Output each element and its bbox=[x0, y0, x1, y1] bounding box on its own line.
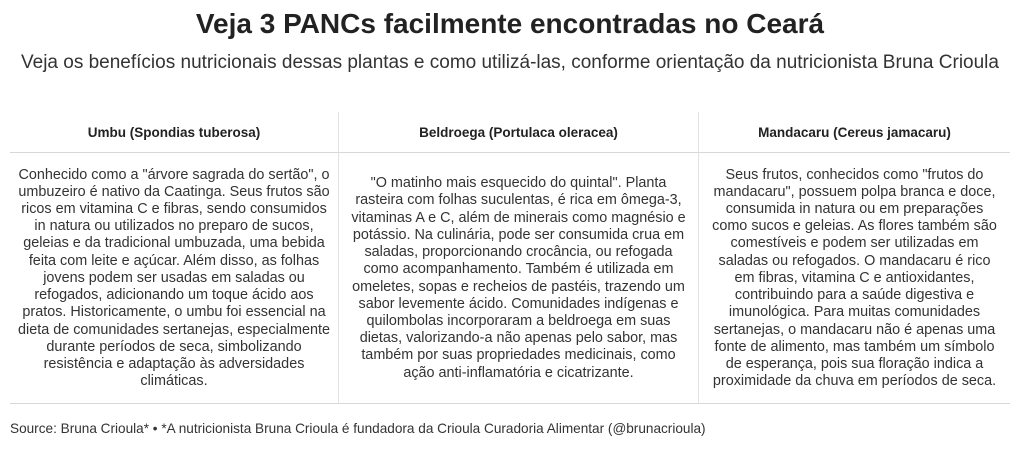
page-title: Veja 3 PANCs facilmente encontradas no Ceará bbox=[195, 8, 825, 39]
page-subtitle: Veja os benefícios nutricionais dessas plantas e como utilizá-las, conforme orientação da nutricionista Bruna Crioula bbox=[21, 52, 999, 73]
source-note: Source: Bruna Crioula* • *A nutricionista Bruna Crioula é fundadora da Crioula Curadoria Alimentar (@brunacrioula) bbox=[10, 421, 706, 436]
cell-mandacaru-description: Seus frutos, conhecidos como "frutos do mandacaru", possuem polpa branca e doce, consumida in natura ou em preparações como sucos e geleias. As flores também são comestíveis e podem ser utilizadas em saladas ou refogados. O mandacaru é rico em fibras, vitamina C e antioxidantes, contribuindo para a saúde digestiva e imunológica. Para muitas comunidades sertanejas, o mandacaru não é apenas uma fonte de alimento, mas também um símbolo de esperança, pois sua floração indica a proximidade da chuva em períodos de seca. bbox=[712, 166, 997, 390]
column-header-beldroega: Beldroega (Portulaca oleracea) bbox=[419, 124, 618, 140]
panc-table bbox=[10, 112, 1010, 404]
cell-umbu-description: Conhecido como a "árvore sagrada do sertão", o umbuzeiro é nativo da Caatinga. Seus frutos são ricos em vitamina C e fibras, sendo consumidos in natura ou utilizados no preparo de sucos, geleias e da tradicional umbuzada, uma bebida feita com leite e açúcar. Além disso, as folhas jovens podem ser usadas em saladas ou refogados, adicionando um toque ácido aos pratos. Historicamente, o umbu foi essencial na dieta de comunidades sertanejas, especialmente durante períodos de seca, simbolizando resistência e adaptação às adversidades climáticas. bbox=[18, 166, 330, 390]
cell-beldroega-description: "O matinho mais esquecido do quintal". Planta rasteira com folhas suculentas, é rica em ômega-3, vitaminas A e C, além de minerais como magnésio e potássio. Na culinária, pode ser consumida crua em saladas, proporcionando crocância, ou refogada como acompanhamento. Também é utilizada em omeletes, sopas e recheios de pastéis, trazendo um sabor levemente ácido. Comunidades indígenas e quilombolas incorporaram a beldroega em suas dietas, valorizando-a não apenas pelo sabor, mas também por suas propriedades medicinais, como ação anti-inflamatória e cicatrizante. bbox=[351, 175, 686, 381]
column-header-mandacaru: Mandacaru (Cereus jamacaru) bbox=[758, 124, 951, 140]
column-header-umbu: Umbu (Spondias tuberosa) bbox=[87, 124, 261, 140]
